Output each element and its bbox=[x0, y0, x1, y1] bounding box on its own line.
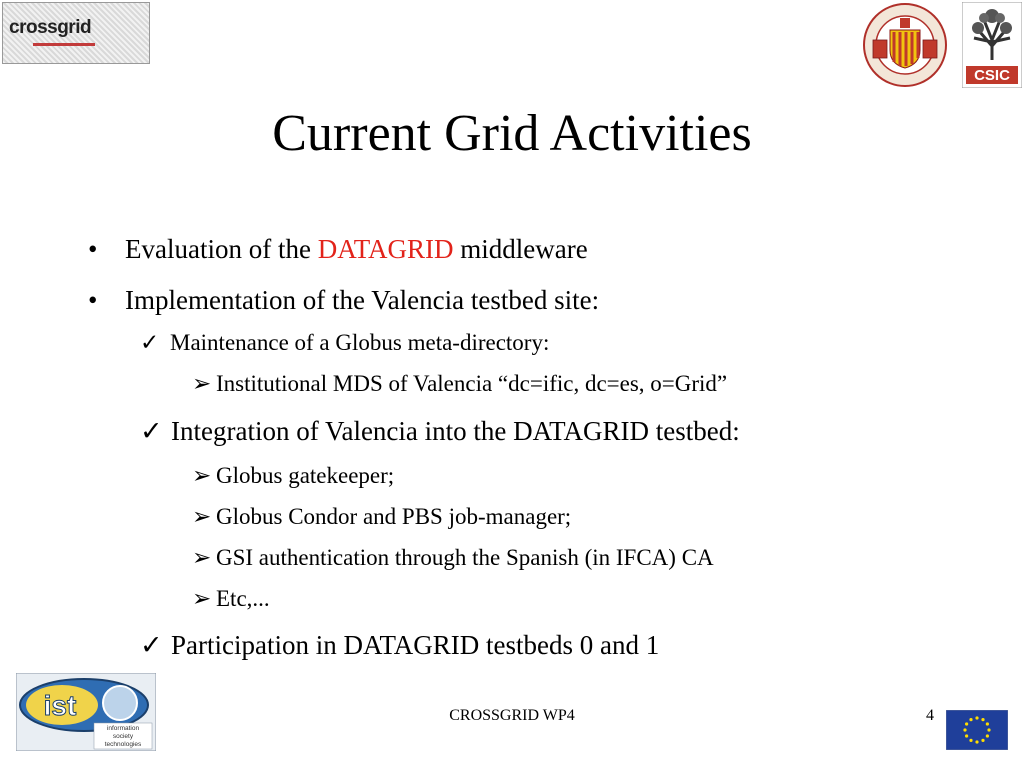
eu-star bbox=[965, 734, 968, 737]
csic-logo-text: CSIC bbox=[974, 67, 1010, 84]
arrow-icon: ➢ bbox=[192, 504, 212, 529]
eu-star bbox=[969, 739, 972, 742]
arrow-icon: ➢ bbox=[192, 586, 212, 611]
eu-star bbox=[969, 718, 972, 721]
arrow-icon: ➢ bbox=[192, 463, 212, 488]
detail-item-gatekeeper bbox=[192, 461, 394, 491]
sub-item-participation bbox=[140, 628, 659, 662]
bullet-marker: • bbox=[88, 285, 98, 315]
eu-star bbox=[975, 740, 978, 743]
check-icon: ✓ bbox=[140, 630, 163, 660]
check-icon: ✓ bbox=[140, 416, 163, 446]
check-icon: ✓ bbox=[140, 330, 160, 355]
eu-star bbox=[981, 739, 984, 742]
sub-item-maintenance-text: Maintenance of a Globus meta-directory: bbox=[170, 330, 550, 355]
bullet-implementation-text: Implementation of the Valencia testbed site: bbox=[125, 285, 600, 315]
bullet-marker: • bbox=[88, 234, 98, 264]
bullet-evaluation-prefix: Evaluation of the bbox=[125, 234, 318, 264]
detail-item-jobmanager bbox=[192, 502, 571, 532]
sub-item-maintenance bbox=[140, 328, 549, 358]
detail-item-gsi-text: GSI authentication through the Spanish (in IFCA) CA bbox=[216, 545, 714, 570]
datagrid-highlight: DATAGRID bbox=[317, 234, 454, 264]
eu-star bbox=[975, 716, 978, 719]
eu-star bbox=[963, 728, 966, 731]
bullet-evaluation bbox=[88, 232, 588, 266]
ist-sub-information: information bbox=[106, 725, 140, 732]
eu-flag-icon bbox=[946, 710, 1008, 750]
sub-item-integration-text: Integration of Valencia into the DATAGRID testbed: bbox=[171, 416, 740, 446]
detail-item-gsi bbox=[192, 543, 714, 573]
crossgrid-logo-bar bbox=[33, 43, 95, 46]
detail-item-mds-text: Institutional MDS of Valencia “dc=ific, dc=es, o=Grid” bbox=[216, 371, 728, 396]
ist-logo-text: ist bbox=[43, 690, 77, 721]
detail-item-mds bbox=[192, 369, 727, 399]
footer-title: CROSSGRID WP4 bbox=[449, 707, 575, 724]
crossgrid-logo bbox=[2, 2, 150, 64]
bullet-evaluation-suffix: middleware bbox=[453, 234, 588, 264]
university-seal-logo bbox=[856, 2, 954, 88]
eu-star bbox=[986, 734, 989, 737]
detail-item-etc-text: Etc,... bbox=[216, 586, 270, 611]
eu-star bbox=[981, 718, 984, 721]
detail-item-gatekeeper-text: Globus gatekeeper; bbox=[216, 463, 395, 488]
arrow-icon: ➢ bbox=[192, 545, 212, 570]
page-number: 4 bbox=[926, 707, 934, 724]
slide-title: Current Grid Activities bbox=[272, 105, 752, 162]
detail-item-etc bbox=[192, 584, 270, 614]
arrow-icon: ➢ bbox=[192, 371, 212, 396]
ist-sub-technologies: technologies bbox=[104, 741, 142, 748]
sub-item-integration bbox=[140, 414, 740, 448]
csic-logo bbox=[962, 2, 1022, 88]
crossgrid-logo-text: crossgrid bbox=[9, 17, 92, 38]
bullet-implementation bbox=[88, 283, 599, 317]
eu-star bbox=[987, 728, 990, 731]
sub-item-participation-text: Participation in DATAGRID testbeds 0 and 1 bbox=[171, 630, 660, 660]
ist-sub-society: society bbox=[112, 733, 134, 740]
eu-star bbox=[986, 722, 989, 725]
ist-logo bbox=[16, 673, 156, 751]
detail-item-jobmanager-text: Globus Condor and PBS job-manager; bbox=[216, 504, 572, 529]
eu-star bbox=[965, 722, 968, 725]
